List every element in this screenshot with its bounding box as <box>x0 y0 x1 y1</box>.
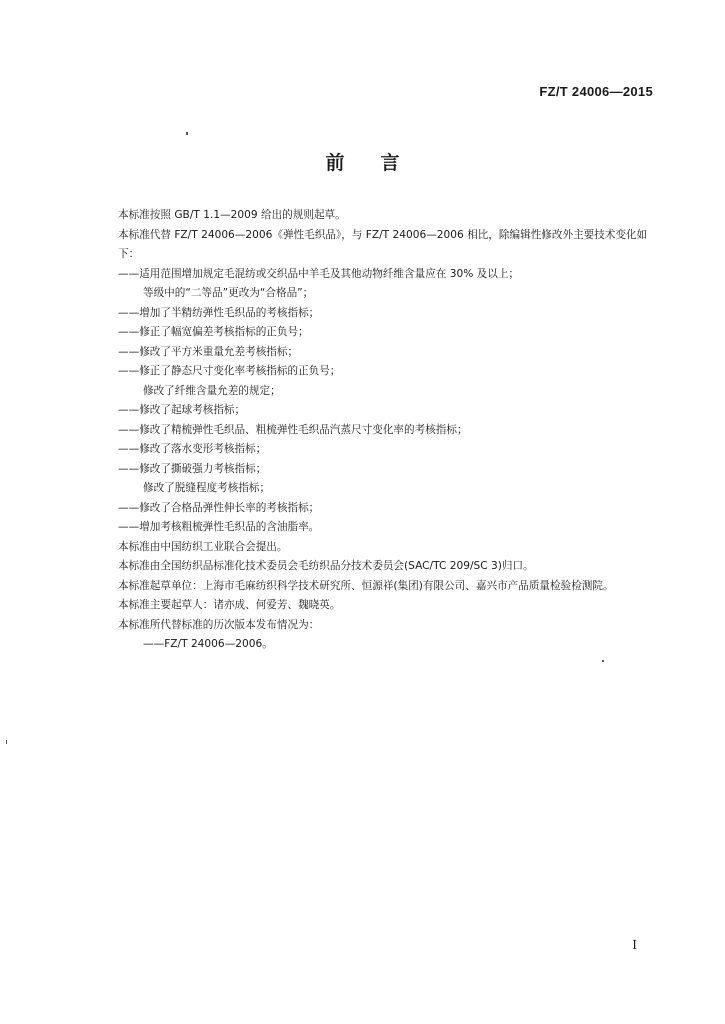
paragraph: 本标准按照 GB/T 1.1—2009 给出的规则起草。 <box>118 209 346 221</box>
standard-code: FZ/T 24006—2015 <box>539 84 653 99</box>
list-item: ——增加考核粗梳弹性毛织品的含油脂率。 <box>118 521 320 533</box>
list-item: ——修改了起球考核指标； <box>118 404 246 416</box>
list-item: ——增加了半精纺弹性毛织品的考核指标； <box>118 306 320 319</box>
paragraph: 本标准代替 FZ/T 24006—2006《弹性毛织品》，与 FZ/T 24006—2006 相比，除编辑性修改外主要技术变化如下： <box>118 228 648 260</box>
list-item: 等级中的“二等品”更改为“合格品”； <box>143 287 314 299</box>
page-number: I <box>632 938 637 952</box>
list-item: ——修改了平方米重量允差考核指标； <box>118 345 299 358</box>
list-item: 修改了脱缝程度考核指标； <box>143 482 271 494</box>
paragraph: 本标准主要起草人：诸亦成、何爱芳、魏晓英。 <box>118 599 341 611</box>
scan-speck <box>186 132 188 135</box>
list-item: ——修改了合格品弹性伸长率的考核指标； <box>118 501 320 514</box>
list-item: ——修改了撕破强力考核指标； <box>118 462 267 475</box>
paragraph: 本标准所代替标准的历次版本发布情况为： <box>118 618 320 631</box>
paragraph: ——FZ/T 24006—2006。 <box>143 638 273 650</box>
paragraph: 本标准由全国纺织品标准化技术委员会毛纺织品分技术委员会(SAC/TC 209/SC 3)归口。 <box>118 560 534 572</box>
paragraph: 本标准起草单位：上海市毛麻纺织科学技术研究所、恒源祥(集团)有限公司、嘉兴市产品质量检验检测院。 <box>118 579 614 592</box>
list-item: ——修正了幅宽偏差考核指标的正负号； <box>118 326 309 338</box>
list-item: ——修改了落水变形考核指标； <box>118 443 267 455</box>
list-item: ——修改了精梳弹性毛织品、粗梳弹性毛织品汽蒸尺寸变化率的考核指标； <box>118 423 468 436</box>
list-item: 修改了纤维含量允差的规定； <box>143 384 281 397</box>
list-item: ——适用范围增加规定毛混纺或交织品中羊毛及其他动物纤维含量应在 30% 及以上； <box>118 267 520 280</box>
list-item: ——修正了静态尺寸变化率考核指标的正负号； <box>118 365 341 377</box>
title-char-1: 前 <box>325 152 345 174</box>
scan-speck <box>6 740 7 744</box>
foreword-body <box>118 206 663 655</box>
title-char-2: 言 <box>380 152 400 174</box>
scan-speck <box>602 660 604 662</box>
page-title <box>0 148 725 175</box>
paragraph: 本标准由中国纺织工业联合会提出。 <box>118 540 288 553</box>
